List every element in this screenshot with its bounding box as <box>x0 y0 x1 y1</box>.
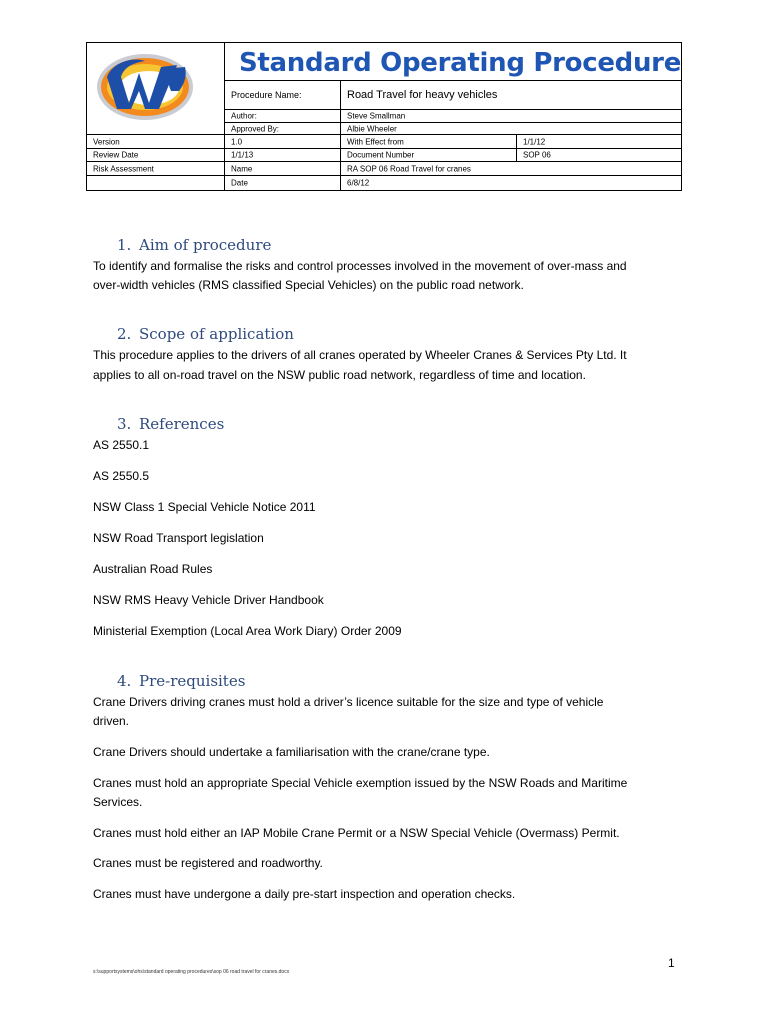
date-row <box>87 176 681 190</box>
document-title: Standard Operating Procedure <box>239 48 682 78</box>
reference-item: NSW Class 1 Special Vehicle Notice 2011 <box>93 500 316 514</box>
scope-line-1: This procedure applies to the drivers of all cranes operated by Wheeler Cranes & Services Pty Ltd. It <box>93 348 627 362</box>
procedure-name-label: Procedure Name: <box>231 90 302 100</box>
approved-value: Albie Wheeler <box>347 124 397 133</box>
company-logo <box>93 47 197 127</box>
version-row <box>87 135 681 149</box>
prereq-line: Cranes must have undergone a daily pre-start inspection and operation checks. <box>93 887 516 901</box>
prereq-line: Cranes must hold an appropriate Special Vehicle exemption issued by the NSW Roads and Maritime <box>93 776 628 790</box>
title-cell <box>225 43 681 81</box>
logo-cell <box>87 43 225 135</box>
prereq-line: Services. <box>93 795 143 809</box>
reference-item: AS 2550.5 <box>93 469 150 483</box>
reference-item: NSW RMS Heavy Vehicle Driver Handbook <box>93 593 324 607</box>
section-heading-scope: 2. Scope of application <box>117 325 294 343</box>
risk-row <box>87 162 681 176</box>
date-value: 6/8/12 <box>347 178 370 188</box>
docnum-value: SOP 06 <box>523 150 551 160</box>
reference-item: AS 2550.1 <box>93 438 150 452</box>
scope-line-2: applies to all on-road travel on the NSW public road network, regardless of time and location. <box>93 368 586 382</box>
review-row <box>87 149 681 162</box>
page-number: 1 <box>668 956 675 970</box>
reference-item: Ministerial Exemption (Local Area Work Diary) Order 2009 <box>93 624 402 638</box>
aim-line-2: over-width vehicles (RMS classified Special Vehicles) on the public road network. <box>93 278 524 292</box>
author-row <box>225 110 681 123</box>
procedure-name-value: Road Travel for heavy vehicles <box>347 89 498 101</box>
procedure-name-row <box>225 81 681 110</box>
docnum-label: Document Number <box>347 150 415 160</box>
risk-label: Risk Assessment <box>93 164 154 173</box>
review-value: 1/1/13 <box>231 150 254 160</box>
version-value: 1.0 <box>231 137 243 146</box>
section-heading-prerequisites: 4. Pre-requisites <box>117 672 246 690</box>
review-label: Review Date <box>93 150 139 160</box>
version-label: Version <box>93 137 120 146</box>
header-table <box>86 42 682 191</box>
prereq-line: Cranes must hold either an IAP Mobile Crane Permit or a NSW Special Vehicle (Overmass) Permit. <box>93 826 620 840</box>
section-heading-references: 3. References <box>117 415 225 433</box>
effect-value: 1/1/12 <box>523 137 546 146</box>
author-value: Steve Smallman <box>347 111 406 121</box>
reference-item: NSW Road Transport legislation <box>93 531 264 545</box>
name-label: Name <box>231 164 253 173</box>
prereq-line: Crane Drivers should undertake a familiarisation with the crane/crane type. <box>93 745 490 759</box>
approved-row <box>225 123 681 135</box>
reference-item: Australian Road Rules <box>93 562 213 576</box>
name-value: RA SOP 06 Road Travel for cranes <box>347 164 471 173</box>
effect-label: With Effect from <box>347 137 404 146</box>
footer-file-path: s:\supportsystems\ohs\standard operating procedures\sop 06 road travel for cranes.docx <box>93 969 290 975</box>
prereq-line: Crane Drivers driving cranes must hold a driver’s licence suitable for the size and type of vehicle <box>93 695 604 709</box>
date-label: Date <box>231 178 248 188</box>
approved-label: Approved By: <box>231 124 280 133</box>
prereq-line: Cranes must be registered and roadworthy. <box>93 856 323 870</box>
author-label: Author: <box>231 111 257 121</box>
aim-line-1: To identify and formalise the risks and control processes involved in the movement of over-mass and <box>93 259 627 273</box>
section-heading-aim: 1. Aim of procedure <box>117 236 272 254</box>
prereq-line: driven. <box>93 714 130 728</box>
